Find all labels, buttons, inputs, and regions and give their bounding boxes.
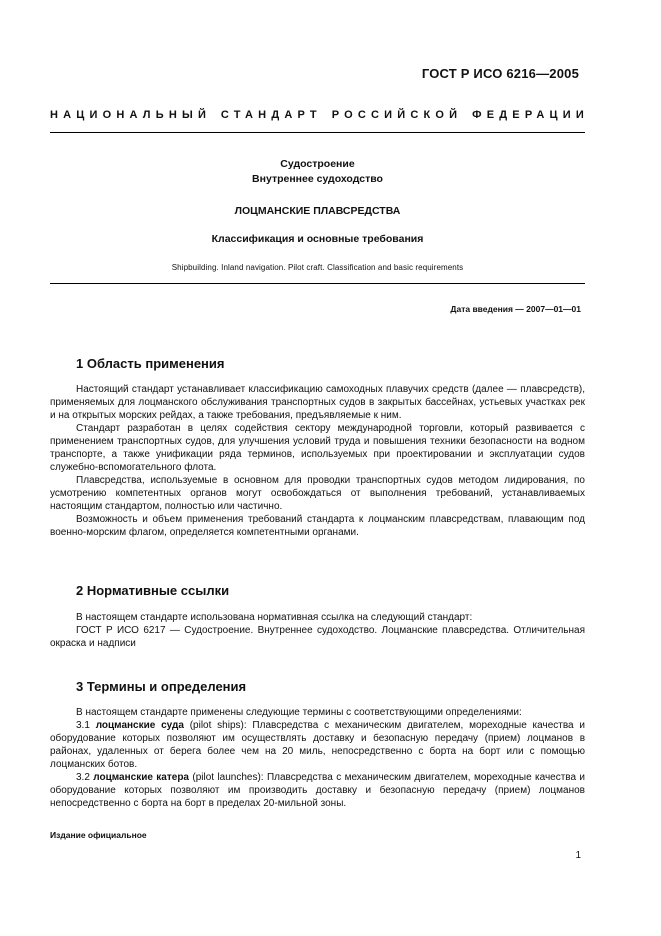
term-definition	[50, 719, 585, 771]
paragraph: ГОСТ Р ИСО 6217 — Судостроение. Внутреннее судоходство. Лоцманские плавсредства. Отличительная окраска и надписи	[50, 625, 585, 649]
term-name: лоцманские суда	[95, 720, 184, 731]
section-2-heading: 2 Нормативные ссылки	[76, 583, 230, 598]
term-definition	[50, 771, 585, 810]
section-2-body	[50, 611, 585, 650]
page-number: 1	[575, 850, 581, 861]
term-text: (pilot ships): Плавсредства с механическим двигателем, мореходные качества и оборудование которых позволяют им осуществлять доставку и безопасную передачу (прием) лоцманов в районах, удаленных от берега более чем на 20 миль, непосредственно с борта на борт или с помощью лоцманских ботов.	[50, 720, 585, 770]
term-text: (pilot launches): Плавсредства с механическим двигателем, мореходные качества и оборудование которых позволяют им производить доставку и безопасную передачу (прием) лоцманов непосредственно с борта на борт в пределах 20-мильной зоны.	[50, 772, 586, 809]
document-number: ГОСТ Р ИСО 6216—2005	[421, 66, 579, 81]
title-line-1: Судостроение	[280, 158, 355, 170]
paragraph: В настоящем стандарте использована нормативная ссылка на следующий стандарт:	[76, 612, 473, 623]
section-3-body	[50, 706, 585, 810]
english-title: Shipbuilding. Inland navigation. Pilot craft. Classification and basic requirements	[171, 263, 464, 272]
paragraph: Плавсредства, используемые в основном для проводки транспортных судов методом лидирования, по усмотрению компетентных органов могут освобождаться от выполнения требований, устанавливаемых настоящим стандартом, полностью или частично.	[50, 475, 585, 512]
section-3-heading: 3 Термины и определения	[76, 679, 247, 694]
introduction-date: Дата введения — 2007—01—01	[450, 304, 581, 314]
edition-note: Издание официальное	[50, 830, 147, 840]
paragraph: Стандарт разработан в целях содействия сектору международной торговли, который развивается с применением транспортных судов, для улучшения условий труда и повышения техники безопасности на водном транспорте, а также унификации ряда терминов, используемых при проектировании и эксплуатации судов служебно-вспомогательного флота.	[50, 423, 585, 473]
paragraph: В настоящем стандарте применены следующие термины с соответствующими определениями:	[76, 707, 522, 718]
title-divider	[50, 283, 585, 284]
document-title: ЛОЦМАНСКИЕ ПЛАВСРЕДСТВА	[234, 205, 401, 217]
paragraph: Настоящий стандарт устанавливает классификацию самоходных плавучих средств (далее — плавсредств), применяемых для лоцманского обслуживания транспортных судов в закрытых бассейнах, устьевых участках рек и на открытых морских рейдах, а также требования, предъявляемые к ним.	[50, 384, 585, 421]
national-standard-banner: НАЦИОНАЛЬНЫЙ СТАНДАРТ РОССИЙСКОЙ ФЕДЕРАЦИИ	[50, 109, 589, 121]
section-1-body	[50, 383, 585, 539]
section-1-heading: 1 Область применения	[76, 356, 225, 371]
header-divider	[50, 132, 585, 133]
document-subtitle: Классификация и основные требования	[211, 233, 424, 245]
term-number: 3.2	[76, 772, 90, 783]
term-name: лоцманские катера	[93, 772, 189, 783]
title-line-2: Внутреннее судоходство	[252, 173, 383, 185]
term-number: 3.1	[76, 720, 90, 731]
paragraph: Возможность и объем применения требований стандарта к лоцманским плавсредствам, плавающим под военно-морским флагом, определяется компетентными органами.	[50, 514, 585, 538]
